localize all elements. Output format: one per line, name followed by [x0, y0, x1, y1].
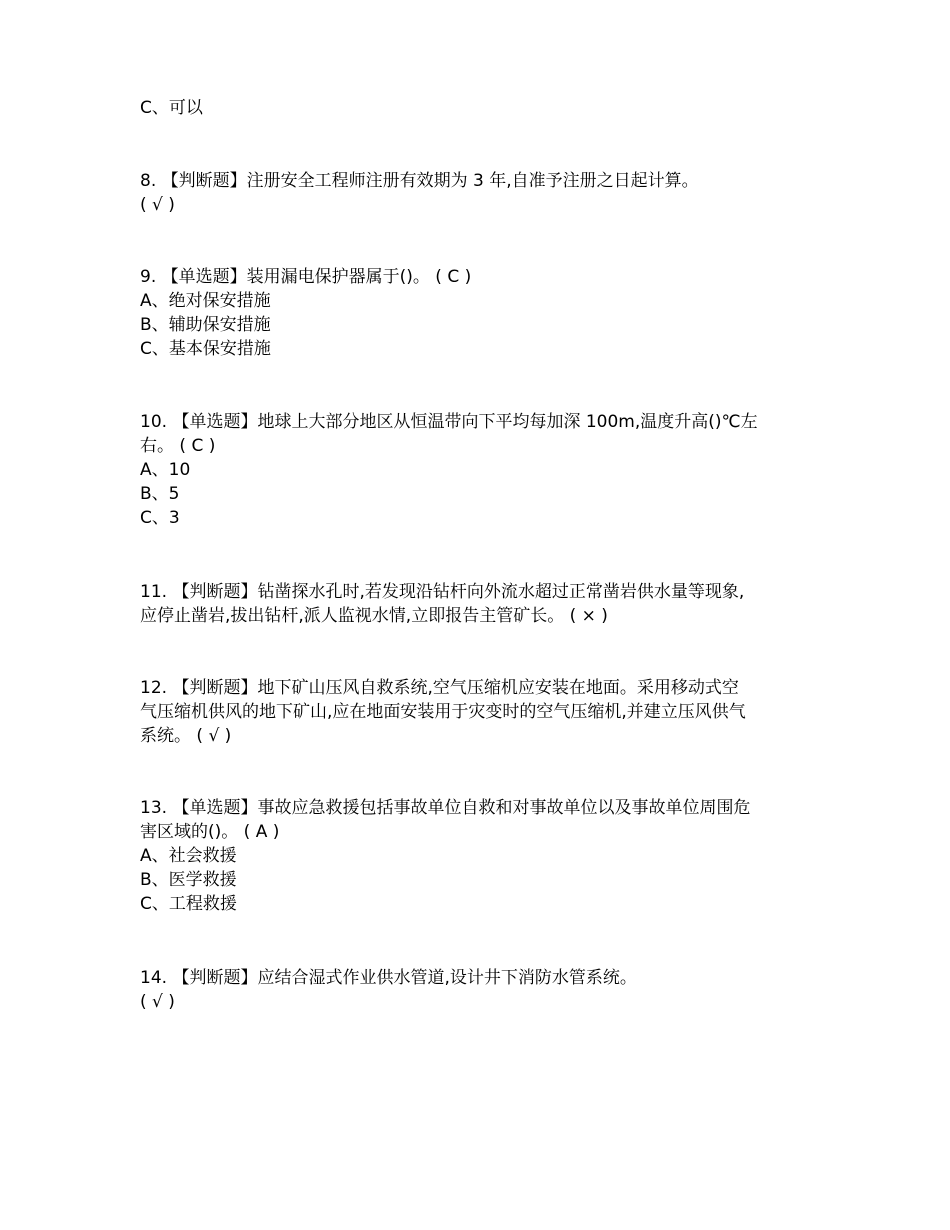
question-text: 9. 【单选题】装用漏电保护器属于()。 ( C ): [140, 267, 472, 287]
question-13: [140, 796, 820, 916]
question-text: 8. 【判断题】注册安全工程师注册有效期为 3 年,自准予注册之日起计算。: [140, 171, 699, 191]
question-text-cont-2: 系统。 ( √ ): [140, 726, 232, 746]
question-text: 12. 【判断题】地下矿山压风自救系统,空气压缩机应安装在地面。采用移动式空: [140, 678, 739, 698]
question-text-cont: 应停止凿岩,拔出钻杆,派人监视水情,立即报告主管矿长。 ( × ): [140, 606, 608, 626]
answer-bracket: ( √ ): [140, 992, 175, 1012]
option-b: B、医学救援: [140, 870, 237, 890]
option-c: C、基本保安措施: [140, 339, 271, 359]
question-text-cont: 气压缩机供风的地下矿山,应在地面安装用于灾变时的空气压缩机,并建立压风供气: [140, 702, 746, 722]
question-8: [140, 169, 820, 217]
question-text-cont: 害区域的()。 ( A ): [140, 822, 280, 842]
question-12: [140, 676, 820, 748]
question-11: [140, 580, 820, 628]
option-a: A、绝对保安措施: [140, 291, 271, 311]
question-text: 11. 【判断题】钻凿探水孔时,若发现沿钻杆向外流水超过正常凿岩供水量等现象,: [140, 582, 745, 602]
option-c: C、工程救援: [140, 894, 237, 914]
question-text: 14. 【判断题】应结合湿式作业供水管道,设计井下消防水管系统。: [140, 968, 637, 988]
question-9: [140, 265, 820, 361]
option-a: A、10: [140, 460, 191, 480]
question-text: 13. 【单选题】事故应急救援包括事故单位自救和对事故单位以及事故单位周围危: [140, 798, 751, 818]
option-b: B、辅助保安措施: [140, 315, 271, 335]
question-text: 10. 【单选题】地球上大部分地区从恒温带向下平均每加深 100m,温度升高()℃左: [140, 412, 758, 432]
question-10: [140, 410, 820, 530]
option-a: A、社会救援: [140, 846, 237, 866]
question-14: [140, 966, 820, 1014]
question-7-fragment: [140, 96, 820, 120]
question-text-cont: 右。 ( C ): [140, 436, 216, 456]
answer-bracket: ( √ ): [140, 195, 175, 215]
option-b: B、5: [140, 484, 180, 504]
option-c: C、可以: [140, 98, 203, 118]
option-c: C、3: [140, 508, 180, 528]
